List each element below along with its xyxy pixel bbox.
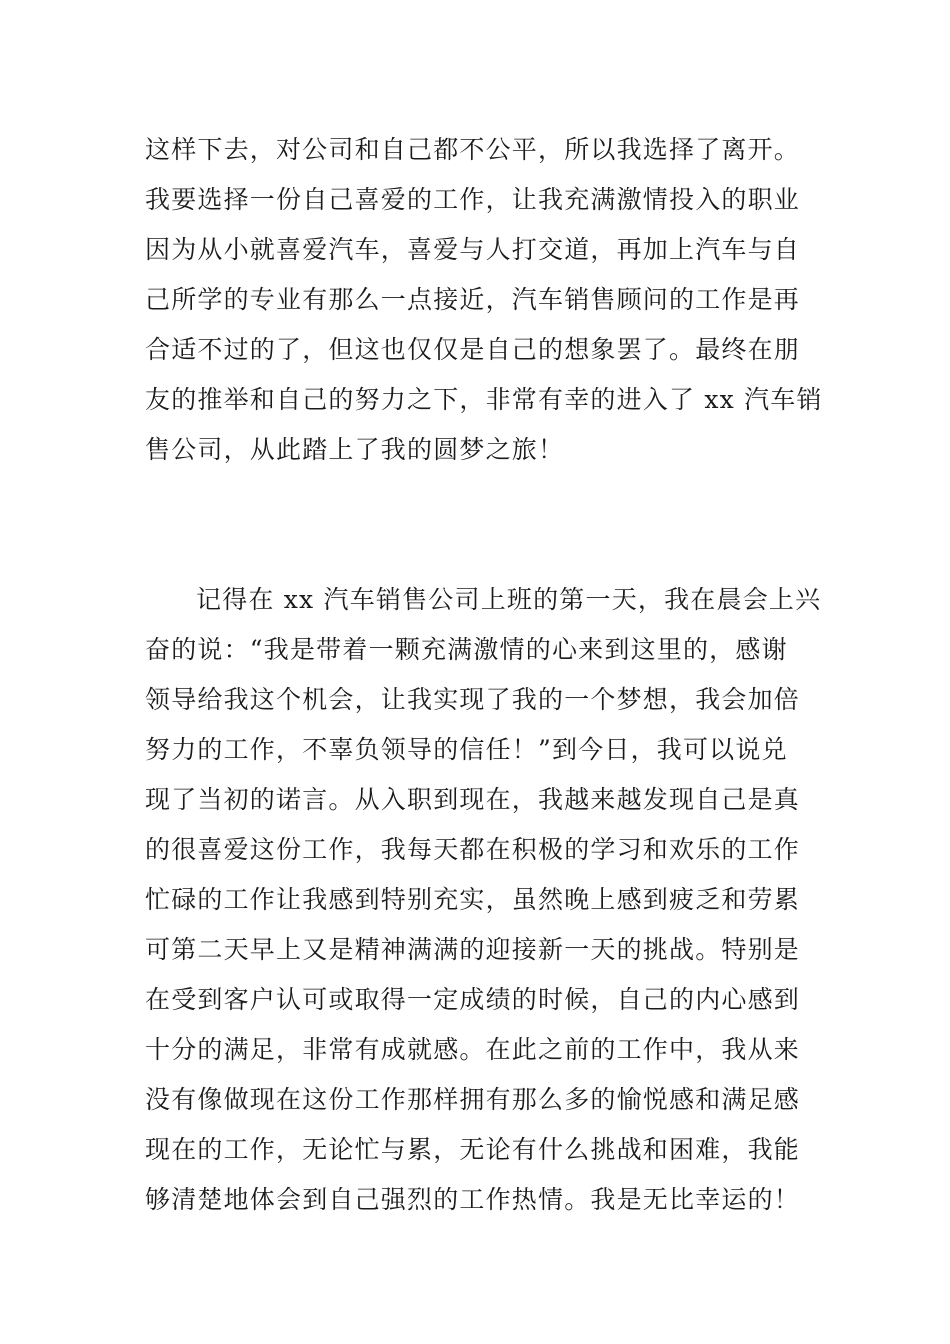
text-line: 这样下去，对公司和自己都不公平，所以我选择了离开。 — [145, 135, 801, 164]
text-line: 领导给我这个机会，让我实现了我的一个梦想，我会加倍 — [145, 685, 801, 714]
text-line: 售公司，从此踏上了我的圆梦之旅！ — [145, 435, 565, 464]
text-line: 奋的说：“我是带着一颗充满激情的心来到这里的，感谢 — [145, 635, 788, 664]
text-line: 己所学的专业有那么一点接近，汽车销售顾问的工作是再 — [145, 285, 801, 314]
text-line: 的很喜爱这份工作，我每天都在积极的学习和欢乐的工作 — [145, 835, 801, 864]
text-line: 合适不过的了，但这也仅仅是自己的想象罢了。最终在朋 — [145, 335, 801, 364]
text-line: 因为从小就喜爱汽车，喜爱与人打交道，再加上汽车与自 — [145, 235, 801, 264]
text-line: 友的推举和自己的努力之下，非常有幸的进入了 xx 汽车销 — [145, 385, 823, 414]
text-line: 可第二天早上又是精神满满的迎接新一天的挑战。特别是 — [145, 935, 801, 964]
text-line: 记得在 xx 汽车销售公司上班的第一天，我在晨会上兴 — [196, 585, 822, 614]
text-line: 够清楚地体会到自己强烈的工作热情。我是无比幸运的！ — [145, 1185, 801, 1214]
text-line: 现在的工作，无论忙与累，无论有什么挑战和困难，我能 — [145, 1135, 801, 1164]
text-line: 忙碌的工作让我感到特别充实，虽然晚上感到疲乏和劳累 — [145, 885, 801, 914]
text-line: 在受到客户认可或取得一定成绩的时候，自己的内心感到 — [145, 985, 801, 1014]
text-line: 十分的满足，非常有成就感。在此之前的工作中，我从来 — [145, 1035, 801, 1064]
text-line: 我要选择一份自己喜爱的工作，让我充满激情投入的职业 — [145, 185, 801, 214]
text-line: 现了当初的诺言。从入职到现在，我越来越发现自己是真 — [145, 785, 801, 814]
text-line: 努力的工作，不辜负领导的信任！”到今日，我可以说兑 — [145, 735, 788, 764]
text-line: 没有像做现在这份工作那样拥有那么多的愉悦感和满足感 — [145, 1085, 801, 1114]
